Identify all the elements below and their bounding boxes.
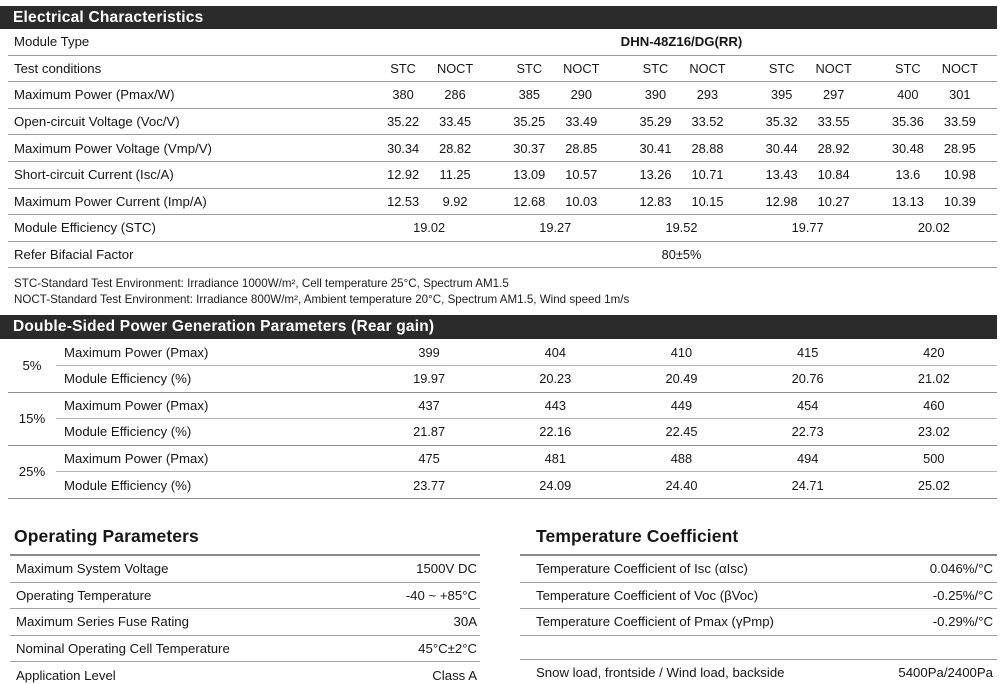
rear-gain-table <box>8 339 997 499</box>
electrical-data-row <box>8 162 997 189</box>
noct-value: 10.84 <box>817 167 850 183</box>
bifacial-factor-label: Refer Bifacial Factor <box>14 247 134 263</box>
stc-value: 395 <box>770 87 793 103</box>
rear-value: 22.45 <box>665 424 698 440</box>
stc-value: 12.83 <box>639 193 672 209</box>
param-value: 45°C±2°C <box>418 640 477 656</box>
bifacial-factor-row <box>8 242 997 269</box>
rear-value: 500 <box>923 451 945 467</box>
stc-value: 13.43 <box>765 167 798 183</box>
value-pair <box>745 87 871 102</box>
rear-value: 20.76 <box>791 371 824 387</box>
rear-row-values <box>366 345 997 360</box>
efficiency-pair <box>745 220 871 235</box>
param-value: -40 ~ +85°C <box>405 587 477 603</box>
value-pair <box>871 167 997 182</box>
coefficient-value: 0.046%/°C <box>929 561 993 577</box>
rear-row-label: Maximum Power (Pmax) <box>64 397 209 413</box>
value-pair <box>745 114 871 129</box>
module-efficiency-values <box>366 220 997 235</box>
row-values <box>366 87 997 102</box>
noct-value: 28.85 <box>565 140 598 156</box>
condition-pair <box>366 61 492 76</box>
efficiency-value: 19.02 <box>413 220 446 236</box>
rear-value: 24.09 <box>539 477 572 493</box>
coefficient-label: Temperature Coefficient of Pmax (γPmp) <box>536 614 774 630</box>
rear-row-label: Module Efficiency (%) <box>64 477 192 493</box>
rear-row-values <box>366 451 997 466</box>
stc-value: 390 <box>644 87 667 103</box>
condition-header-noct: NOCT <box>436 60 474 76</box>
noct-value: 28.82 <box>439 140 472 156</box>
operating-parameters-table <box>10 554 480 684</box>
rear-row-values <box>366 398 997 413</box>
rear-value: 22.16 <box>539 424 572 440</box>
noct-value: 286 <box>444 87 466 103</box>
noct-value: 10.57 <box>565 167 598 183</box>
noct-value: 33.45 <box>439 114 472 130</box>
rear-value: 22.73 <box>791 424 824 440</box>
value-pair <box>366 114 492 129</box>
rear-value: 443 <box>544 397 566 413</box>
stc-value: 30.41 <box>639 140 672 156</box>
stc-value: 12.92 <box>387 167 420 183</box>
condition-pair <box>492 61 618 76</box>
stc-value: 35.36 <box>891 114 924 130</box>
gain-percentage-label: 5% <box>22 357 42 373</box>
noct-value: 10.39 <box>943 193 976 209</box>
value-pair <box>871 194 997 209</box>
noct-value: 33.59 <box>943 114 976 130</box>
efficiency-value: 19.27 <box>539 220 572 236</box>
param-value: 1500V DC <box>416 561 477 577</box>
rear-value: 20.49 <box>665 371 698 387</box>
rear-value: 19.97 <box>413 371 446 387</box>
efficiency-value: 19.52 <box>665 220 698 236</box>
row-values <box>366 167 997 182</box>
rear-value: 25.02 <box>917 477 950 493</box>
gain-group <box>8 393 997 446</box>
rear-value: 410 <box>670 344 693 360</box>
param-value: Class A <box>432 667 477 683</box>
value-pair <box>492 114 618 129</box>
rear-value: 488 <box>670 451 693 467</box>
value-pair <box>366 141 492 156</box>
rear-gain-row <box>56 472 997 498</box>
value-pair <box>871 87 997 102</box>
value-pair <box>618 114 744 129</box>
gain-percentage-label: 15% <box>18 411 46 427</box>
stc-value: 13.6 <box>895 167 921 183</box>
coefficient-label: Temperature Coefficient of Isc (αIsc) <box>536 561 748 577</box>
electrical-table <box>8 29 997 268</box>
rear-value: 399 <box>418 344 440 360</box>
electrical-header-bar <box>0 6 997 29</box>
value-pair <box>871 114 997 129</box>
value-pair <box>745 141 871 156</box>
rear-value: 437 <box>418 397 440 413</box>
rear-row-label: Maximum Power (Pmax) <box>64 344 209 360</box>
stc-value: 13.13 <box>891 193 924 209</box>
operating-parameters-title: Operating Parameters <box>14 525 199 546</box>
efficiency-pair <box>871 220 997 235</box>
electrical-data-row <box>8 109 997 136</box>
value-pair <box>366 87 492 102</box>
operating-row <box>10 583 480 610</box>
stc-value: 13.26 <box>639 167 672 183</box>
rear-gain-row <box>56 419 997 445</box>
module-type-row <box>8 29 997 56</box>
condition-header-noct: NOCT <box>563 60 600 76</box>
noct-value: 10.27 <box>817 193 850 209</box>
rear-row-values <box>366 424 997 439</box>
value-pair <box>492 194 618 209</box>
stc-value: 12.53 <box>387 193 420 209</box>
rear-gain-section <box>0 315 1000 499</box>
stc-value: 30.34 <box>387 140 420 156</box>
stc-value: 12.98 <box>765 193 798 209</box>
noct-value: 9.92 <box>442 193 468 209</box>
operating-row <box>10 662 480 684</box>
electrical-title: Electrical Characteristics <box>13 9 204 26</box>
value-pair <box>745 167 871 182</box>
test-conditions-row <box>8 56 997 83</box>
row-values <box>366 194 997 209</box>
value-pair <box>366 194 492 209</box>
condition-pair <box>745 61 871 76</box>
temperature-row <box>520 583 997 610</box>
rear-value: 420 <box>923 344 945 360</box>
rear-value: 404 <box>544 344 566 360</box>
condition-pair <box>618 61 744 76</box>
condition-header-noct: NOCT <box>689 60 726 76</box>
condition-headers <box>366 61 997 76</box>
module-type-value: DHN-48Z16/DG(RR) <box>620 34 743 50</box>
load-rating-table <box>520 659 997 684</box>
rear-value: 454 <box>796 397 819 413</box>
efficiency-value: 20.02 <box>917 220 950 236</box>
noct-value: 33.49 <box>565 114 598 130</box>
rear-value: 415 <box>796 344 819 360</box>
temperature-row <box>520 556 997 583</box>
rear-gain-row <box>56 393 997 420</box>
efficiency-pair <box>618 220 744 235</box>
temperature-coefficient-title: Temperature Coefficient <box>536 525 739 546</box>
condition-header-noct: NOCT <box>815 60 852 76</box>
efficiency-value: 19.77 <box>791 220 824 236</box>
rear-value: 475 <box>418 451 440 467</box>
rear-value: 449 <box>670 397 693 413</box>
rear-gain-row <box>56 446 997 473</box>
noct-value: 10.03 <box>565 193 598 209</box>
snow-wind-load-value: 5400Pa/2400Pa <box>898 664 993 680</box>
value-pair <box>492 141 618 156</box>
row-label: Maximum Power Current (Imp/A) <box>14 193 207 209</box>
value-pair <box>618 167 744 182</box>
condition-pair <box>871 61 997 76</box>
module-efficiency-label: Module Efficiency (STC) <box>14 220 156 236</box>
noct-value: 11.25 <box>439 167 471 183</box>
rear-row-label: Module Efficiency (%) <box>64 371 192 387</box>
stc-value: 35.22 <box>387 114 420 130</box>
row-label: Short-circuit Current (Isc/A) <box>14 167 174 183</box>
value-pair <box>618 87 744 102</box>
electrical-data-row <box>8 135 997 162</box>
electrical-data-row <box>8 82 997 109</box>
rear-row-label: Module Efficiency (%) <box>64 424 192 440</box>
row-label: Maximum Power Voltage (Vmp/V) <box>14 140 212 156</box>
noct-value: 10.15 <box>691 193 724 209</box>
snow-wind-load-label: Snow load, frontside / Wind load, backside <box>536 664 785 680</box>
rear-value: 24.40 <box>665 477 698 493</box>
param-label: Application Level <box>16 667 116 683</box>
condition-header-stc: STC <box>516 60 543 76</box>
gain-group <box>8 446 997 499</box>
row-values <box>366 141 997 156</box>
stc-value: 30.48 <box>891 140 924 156</box>
noct-value: 28.95 <box>943 140 976 156</box>
rear-gain-header-bar <box>0 315 997 339</box>
module-efficiency-row <box>8 215 997 242</box>
efficiency-pair <box>492 220 618 235</box>
footnote-line: NOCT-Standard Test Environment: Irradiance 800W/m², Ambient temperature 20°C, Spectrum AM1.5, Wind speed 1m/s <box>14 292 630 306</box>
param-label: Maximum Series Fuse Rating <box>16 614 189 630</box>
rear-row-label: Maximum Power (Pmax) <box>64 451 209 467</box>
noct-value: 33.55 <box>817 114 850 130</box>
value-pair <box>366 167 492 182</box>
operating-parameters-block <box>10 526 480 684</box>
operating-row <box>10 609 480 636</box>
noct-value: 301 <box>949 87 971 103</box>
rear-value: 494 <box>796 451 819 467</box>
row-values <box>366 114 997 129</box>
stc-value: 35.25 <box>513 114 546 130</box>
footnote-line: STC-Standard Test Environment: Irradiance 1000W/m², Cell temperature 25°C, Spectrum AM1.5 <box>14 277 509 291</box>
rear-value: 24.71 <box>791 477 824 493</box>
operating-row <box>10 556 480 583</box>
noct-value: 297 <box>822 87 845 103</box>
param-label: Maximum System Voltage <box>16 561 169 577</box>
coefficient-label: Temperature Coefficient of Voc (βVoc) <box>536 587 759 603</box>
gain-group-rows <box>56 393 997 445</box>
electrical-section <box>0 6 1000 307</box>
rear-row-values <box>366 371 997 386</box>
gain-group-rows <box>56 339 997 391</box>
condition-header-stc: STC <box>895 60 921 76</box>
bottom-area <box>0 526 1000 684</box>
param-label: Operating Temperature <box>16 587 152 603</box>
rear-value: 23.77 <box>413 477 446 493</box>
value-pair <box>745 194 871 209</box>
value-pair <box>871 141 997 156</box>
rear-gain-title: Double-Sided Power Generation Parameters (Rear gain) <box>13 318 435 336</box>
row-label: Maximum Power (Pmax/W) <box>14 87 175 103</box>
rear-gain-row <box>56 366 997 392</box>
condition-header-stc: STC <box>642 60 669 76</box>
stc-value: 380 <box>392 87 414 103</box>
noct-value: 290 <box>570 87 592 103</box>
rear-value: 21.02 <box>917 371 950 387</box>
module-type-label: Module Type <box>14 34 90 50</box>
bifacial-factor-value: 80±5% <box>661 247 702 263</box>
rear-value: 481 <box>544 451 566 467</box>
gain-group <box>8 339 997 392</box>
rear-row-values <box>366 478 997 493</box>
stc-value: 13.09 <box>513 167 546 183</box>
temperature-coefficient-table <box>520 554 997 636</box>
rear-gain-row <box>56 339 997 366</box>
condition-header-stc: STC <box>768 60 795 76</box>
param-value: 30A <box>453 614 477 630</box>
rear-value: 460 <box>923 397 945 413</box>
noct-value: 28.88 <box>691 140 724 156</box>
condition-header-stc: STC <box>390 60 416 76</box>
stc-value: 385 <box>518 87 540 103</box>
electrical-data-row <box>8 189 997 216</box>
stc-value: 30.37 <box>513 140 546 156</box>
noct-value: 10.71 <box>691 167 724 183</box>
value-pair <box>492 167 618 182</box>
noct-value: 293 <box>696 87 719 103</box>
row-label: Open-circuit Voltage (Voc/V) <box>14 114 180 130</box>
electrical-rows <box>8 56 997 242</box>
efficiency-pair <box>366 220 492 235</box>
coefficient-value: -0.25%/°C <box>932 587 993 603</box>
rear-value: 20.23 <box>539 371 572 387</box>
temperature-row <box>520 609 997 636</box>
gain-group-rows <box>56 446 997 498</box>
rear-value: 21.87 <box>413 424 446 440</box>
stc-value: 30.44 <box>765 140 798 156</box>
gain-percentage-label: 25% <box>18 464 46 480</box>
test-environment-footnotes <box>14 276 1000 307</box>
value-pair <box>618 194 744 209</box>
noct-value: 33.52 <box>691 114 724 130</box>
value-pair <box>618 141 744 156</box>
test-conditions-label: Test conditions <box>14 60 102 76</box>
stc-value: 400 <box>897 87 919 103</box>
rear-value: 23.02 <box>917 424 950 440</box>
temperature-coefficient-block <box>520 526 997 684</box>
coefficient-value: -0.29%/°C <box>932 614 993 630</box>
stc-value: 35.32 <box>765 114 798 130</box>
stc-value: 12.68 <box>513 193 546 209</box>
value-pair <box>492 87 618 102</box>
condition-header-noct: NOCT <box>941 60 978 76</box>
noct-value: 28.92 <box>817 140 850 156</box>
param-label: Nominal Operating Cell Temperature <box>16 640 230 656</box>
operating-row <box>10 636 480 663</box>
snow-wind-load-row <box>520 660 997 684</box>
stc-value: 35.29 <box>639 114 672 130</box>
noct-value: 10.98 <box>943 167 976 183</box>
